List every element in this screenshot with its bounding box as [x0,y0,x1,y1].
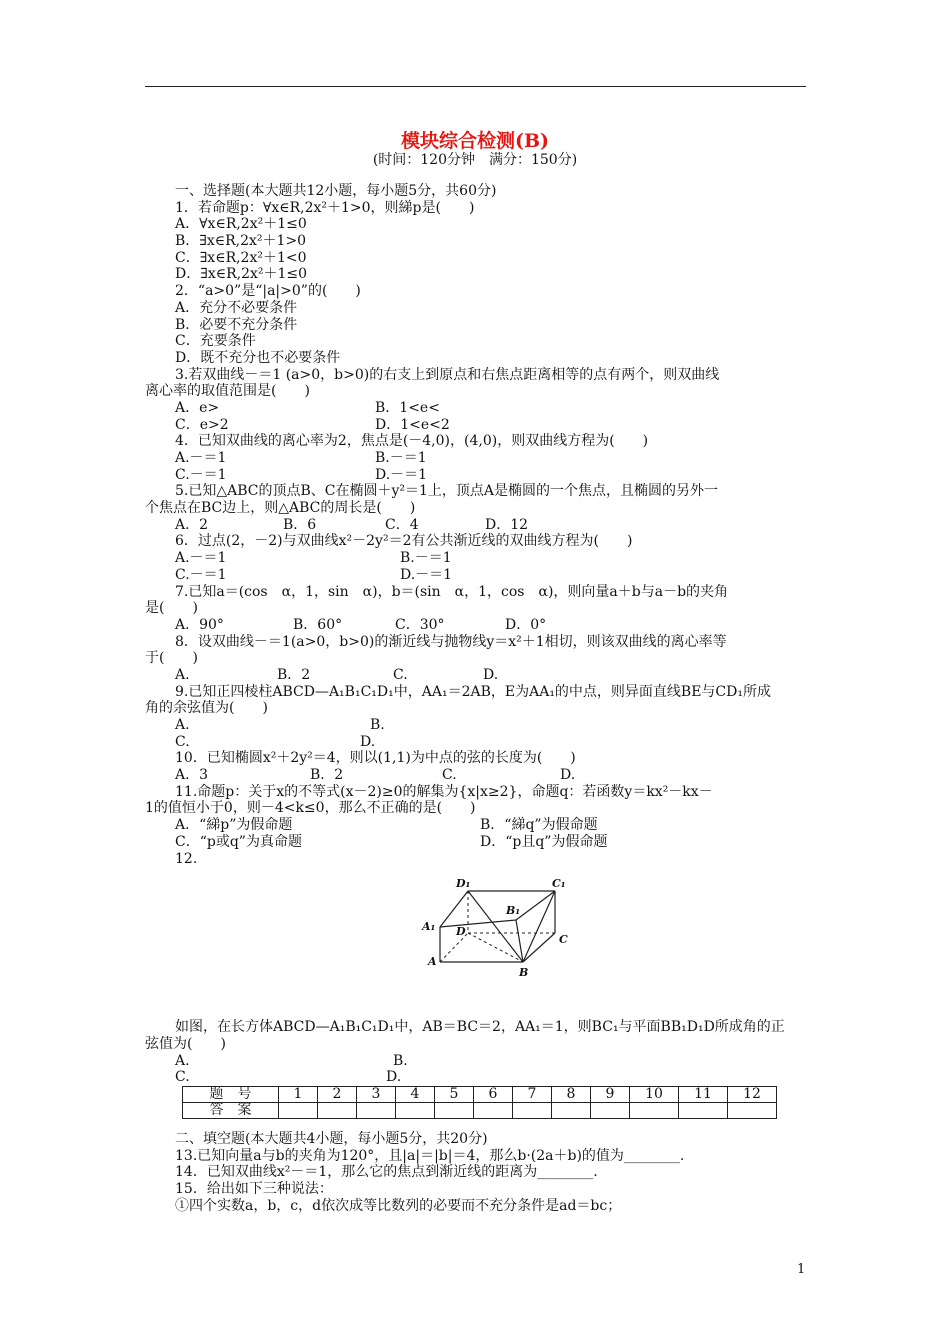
answer-cell[interactable] [591,1102,630,1118]
question-stem: 11.命题p：关于x的不等式(x－2)≥0的解集为{x|x≥2}，命题q：若函数y＝kx²－kx－ [175,783,713,800]
answer-cell[interactable] [435,1102,474,1118]
option: B．2 [277,666,311,683]
table-cell: 1 [279,1086,318,1102]
option: A. [175,717,190,733]
question-stem-cont: 弦值为( ) [145,1035,226,1052]
option: C. [393,666,408,683]
option: A．“綈p”为假命题 [175,817,293,834]
question-stem: 6．过点(2，－2)与双曲线x²－2y²＝2有公共渐近线的双曲线方程为( ) [175,533,633,550]
option: B．60° [293,616,343,633]
answer-cell[interactable] [552,1102,591,1118]
question-stem: 4．已知双曲线的离心率为2，焦点是(－4,0)，(4,0)，则双曲线方程为( ) [175,433,649,450]
option: D. [386,1069,402,1086]
option: A．2 [175,516,209,533]
label-d: D [456,925,466,939]
option: C. [175,1069,190,1086]
table-cell: 5 [435,1086,474,1102]
question-stem-cont: 1的值恒小于0，则－4<k≤0，那么不正确的是( ) [145,800,476,817]
question-number: 12. [175,850,198,867]
table-header: 答 案 [183,1102,279,1118]
question-stem-cont: 是( ) [145,600,198,617]
table-cell: 11 [679,1086,728,1102]
cuboid-figure [145,867,807,1019]
option: D．0° [505,616,547,633]
cuboid-diagram [418,877,568,977]
label-b1: B₁ [506,904,521,918]
label-a1: A₁ [422,920,436,934]
question-stem: 3.若双曲线－＝1 (a>0，b>0)的右支上到原点和右焦点距离相等的点有两个，则双曲线 [175,366,720,383]
option: C．“p或q”为真命题 [175,833,302,850]
option: B. [370,717,385,733]
edge [468,891,523,962]
label-d1: D₁ [456,877,471,891]
table-cell: 6 [474,1086,513,1102]
option: D. [360,733,376,750]
option: A．充分不必要条件 [175,299,298,316]
table-header: 题 号 [183,1086,279,1102]
question-stem: 7.已知a＝(cos α，1，sin α)，b＝(sin α，1，cos α)，则向量a＋b与a－b的夹角 [175,583,729,600]
option: D．12 [485,516,529,533]
option: A．90° [175,616,224,633]
option: B. [393,1052,408,1069]
label-c: C [559,933,568,947]
table-cell: 2 [318,1086,357,1102]
answer-cell[interactable] [318,1102,357,1118]
page-subtitle: (时间：120分钟 满分：150分) [372,152,578,168]
statement-item: ①四个实数a，b，c，d依次成等比数列的必要而不充分条件是ad＝bc； [175,1197,622,1214]
table-cell: 10 [630,1086,679,1102]
option: D. [560,767,576,784]
edge [523,933,555,962]
table-cell: 4 [396,1086,435,1102]
option: A．3 [175,767,209,784]
option: A. [175,666,190,683]
answer-cell[interactable] [474,1102,513,1118]
option: A.－＝1 [175,450,227,466]
answer-cell[interactable] [679,1102,728,1118]
page-number: 1 [797,1262,806,1277]
option: B．2 [310,767,344,784]
option: B．“綈q”为假命题 [480,817,598,834]
hidden-edge [468,933,523,962]
table-cell: 3 [357,1086,396,1102]
option: A. [175,1052,190,1069]
question-stem: 13.已知向量a与b的夹角为120°，且|a|＝|b|＝4，那么b·(2a＋b)的值为________. [175,1147,685,1164]
option: B．1<e< [375,399,440,416]
answer-cell[interactable] [357,1102,396,1118]
option: B．∃x∈R,2x²＋1>0 [175,233,307,250]
option: C．∃x∈R,2x²＋1<0 [175,249,307,266]
question-stem-cont: 角的余弦值为( ) [145,700,268,717]
page-title: 模块综合检测(B) [400,130,550,152]
table-row [183,1086,777,1102]
option: C．e>2 [175,416,229,433]
option: B．必要不充分条件 [175,316,298,333]
edge [523,891,555,962]
table-cell: 12 [728,1086,777,1102]
answer-cell[interactable] [279,1102,318,1118]
section-heading: 一、选择题(本大题共12小题，每小题5分，共60分) [175,183,497,199]
answer-cell[interactable] [396,1102,435,1118]
question-stem: 14．已知双曲线x²－＝1，那么它的焦点到渐近线的距离为________. [175,1164,598,1181]
table-cell: 9 [591,1086,630,1102]
label-b: B [519,966,529,978]
option: B.－＝1 [375,450,427,466]
option: C.－＝1 [175,466,227,483]
option: D.－＝1 [400,566,453,583]
answer-cell[interactable] [630,1102,679,1118]
header-rule [145,86,806,87]
option: C. [175,733,190,750]
option: C. [442,767,457,784]
label-c1: C₁ [552,877,566,891]
question-stem: 2．“a>0”是“|a|>0”的( ) [175,283,361,300]
option: D．1<e<2 [375,416,450,433]
option: C.－＝1 [175,566,227,583]
table-cell: 7 [513,1086,552,1102]
question-stem: 10．已知椭圆x²＋2y²＝4，则以(1,1)为中点的弦的长度为( ) [175,750,576,767]
option: B．6 [283,516,317,533]
option: D. [483,666,499,683]
edge [516,920,523,962]
question-stem-cont: 离心率的取值范围是( ) [145,383,310,400]
table-cell: 8 [552,1086,591,1102]
edge [516,891,555,920]
label-a: A [428,955,437,969]
option: A.－＝1 [175,550,227,567]
table-row [183,1102,777,1118]
question-stem-cont: 个焦点在BC边上，则△ABC的周长是( ) [145,500,416,517]
question-stem: 5.已知△ABC的顶点B、C在椭圆＋y²＝1上，顶点A是椭圆的一个焦点，且椭圆的另外一 [175,483,719,500]
answer-table [182,1086,777,1119]
question-stem: 8．设双曲线－＝1(a>0，b>0)的渐近线与抛物线y＝x²＋1相切，则该双曲线的离心率等 [175,633,727,650]
option: A．∀x∈R,2x²＋1≤0 [175,216,307,233]
edge [440,920,516,927]
option: A．e> [175,399,220,416]
option: C．4 [385,516,419,533]
option: D．∃x∈R,2x²＋1≤0 [175,266,308,283]
edge [440,891,468,927]
question-stem: 1．若命题p：∀x∈R,2x²＋1>0，则綈p是( ) [175,199,475,216]
answer-cell[interactable] [728,1102,777,1118]
question-stem-cont: 于( ) [145,650,198,667]
question-stem: 9.已知正四棱柱ABCD—A₁B₁C₁D₁中，AA₁＝2AB，E为AA₁的中点，则异面直线BE与CD₁所成 [175,683,771,700]
answer-cell[interactable] [513,1102,552,1118]
section-heading: 二、填空题(本大题共4小题，每小题5分，共20分) [175,1130,488,1147]
option: C．充要条件 [175,333,256,350]
option: D.－＝1 [375,466,428,483]
exam-content [145,183,807,1214]
option: D．既不充分也不必要条件 [175,349,341,366]
option: B.－＝1 [400,550,452,567]
option: C．30° [395,616,445,633]
question-stem: 如图，在长方体ABCD—A₁B₁C₁D₁中，AB＝BC＝2，AA₁＝1，则BC₁与平面BB₁D₁D所成角的正 [175,1019,785,1036]
question-stem: 15．给出如下三种说法： [175,1181,333,1197]
option: D．“p且q”为假命题 [480,833,608,850]
